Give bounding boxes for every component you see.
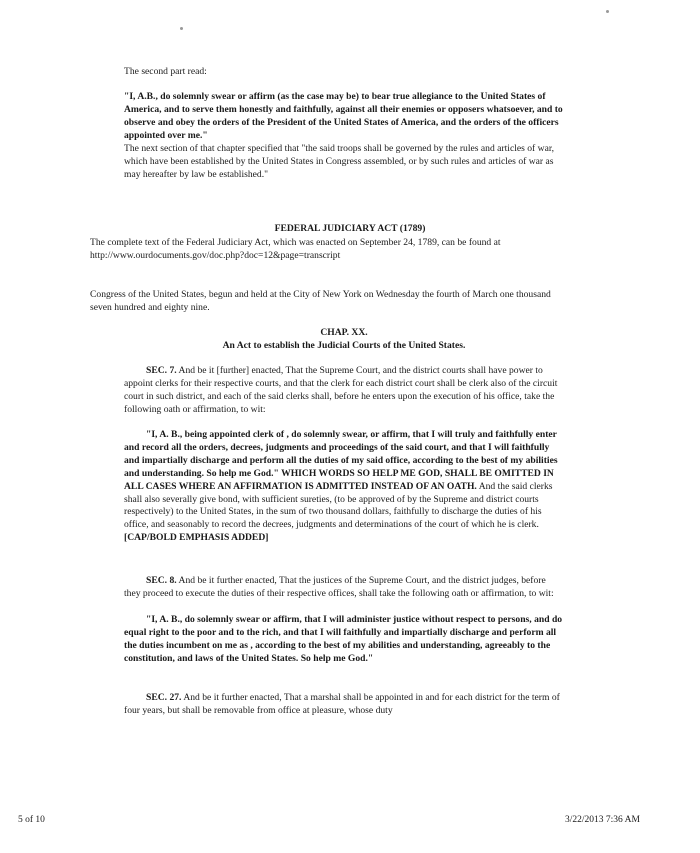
judiciary-act-intro: The complete text of the Federal Judiciary Act, which was enacted on September 24, 1789, can be found at http://www.ourdocuments.gov/doc.php?doc=12&page=transcript: [90, 237, 610, 263]
chapter-number: CHAP. XX.: [320, 327, 368, 338]
sec7-paragraph: SEC. 7. And be it [further] enacted, That the Supreme Court, and the district courts shall have power to appoint clerks for their respective courts, and that the clerk for each district court shall be clerk also of the circuit court in such district, and each of the said clerks shall, before he enters upon the execution of his office, take the following oath or affirmation, to wit:: [124, 365, 558, 415]
allegiance-oath: "I, A.B., do solemnly swear or affirm (as the case may be) to bear true allegiance to the United States of America, and to serve them honestly and faithfully, against all their enemies or opposers whatsoever, and to observe and obey the orders of the President of the United States of America, and the orders of the officers appointed over me.": [124, 91, 563, 141]
chapter-heading: [124, 327, 564, 353]
sec8-oath: "I, A. B., do solemnly swear or affirm, that I will administer justice without respect to persons, and do equal right to the poor and to the rich, and that I will faithfully and impartially discharge and perform all the duties incumbent on me as , according to the best of my abilities and understanding, agreeably to the constitution, and laws of the United States. So help me God.": [124, 614, 563, 664]
judiciary-act-title: FEDERAL JUDICIARY ACT (1789): [274, 223, 426, 234]
sec7-label: SEC. 7.: [146, 365, 177, 376]
scan-speck: [606, 10, 609, 13]
sec7-oath: "I, A. B., being appointed clerk of , do solemnly swear, or affirm, that I will truly and faithfully enter and record all the orders, decrees, judgments and proceedings of the said court, and that I will faithfully and impartially discharge and perform all the duties of my said office, according to the best of my abilities and understanding. So help me God." WHICH WORDS SO HELP ME GOD, SHALL BE OMITTED IN ALL CASES WHERE AN AFFIRMATION IS ADMITTED INSTEAD OF AN OATH.: [124, 429, 558, 492]
sec7-oath-paragraph: [124, 429, 564, 545]
second-part-intro: The second part read:: [124, 66, 207, 77]
sec8-paragraph: SEC. 8. And be it further enacted, That the justices of the Supreme Court, and the district judges, before they proceed to execute the duties of their respective offices, shall take the following oath or affirmation, to wit:: [124, 575, 554, 599]
sec27-label: SEC. 27.: [146, 692, 182, 703]
emphasis-note: [CAP/BOLD EMPHASIS ADDED]: [124, 532, 269, 544]
next-section-text: The next section of that chapter specified that "the said troops shall be governed by the rules and articles of war, which have been established by the United States in Congress assembled, or by such rules and articles of war as may hereafter by law be established.": [124, 143, 555, 180]
sec8-label: SEC. 8.: [146, 575, 177, 586]
print-timestamp: 3/22/2013 7:36 AM: [565, 815, 640, 825]
scan-speck: [180, 27, 183, 30]
congress-text: Congress of the United States, begun and held at the City of New York on Wednesday the fourth of March one thousand seven hundred and eighty nine.: [90, 289, 551, 313]
page-number: 5 of 10: [18, 815, 45, 825]
sec27-paragraph: SEC. 27. And be it further enacted, That a marshal shall be appointed in and for each district for the term of four years, but shall be removable from office at pleasure, whose duty: [124, 692, 560, 716]
chapter-title: An Act to establish the Judicial Courts of the United States.: [222, 339, 466, 351]
sec7-bond: And the said clerks shall also severally give bond, with sufficient sureties, (to be approved of by the Supreme and district courts respectively) to the United States, in the sum of two thousand dollars, faithfully to discharge the duties of his office, and seasonably to record the decrees, judgments and determinations of the court of which he is clerk.: [124, 480, 553, 531]
judiciary-act-url: http://www.ourdocuments.gov/doc.php?doc=12&page=transcript: [90, 249, 341, 261]
